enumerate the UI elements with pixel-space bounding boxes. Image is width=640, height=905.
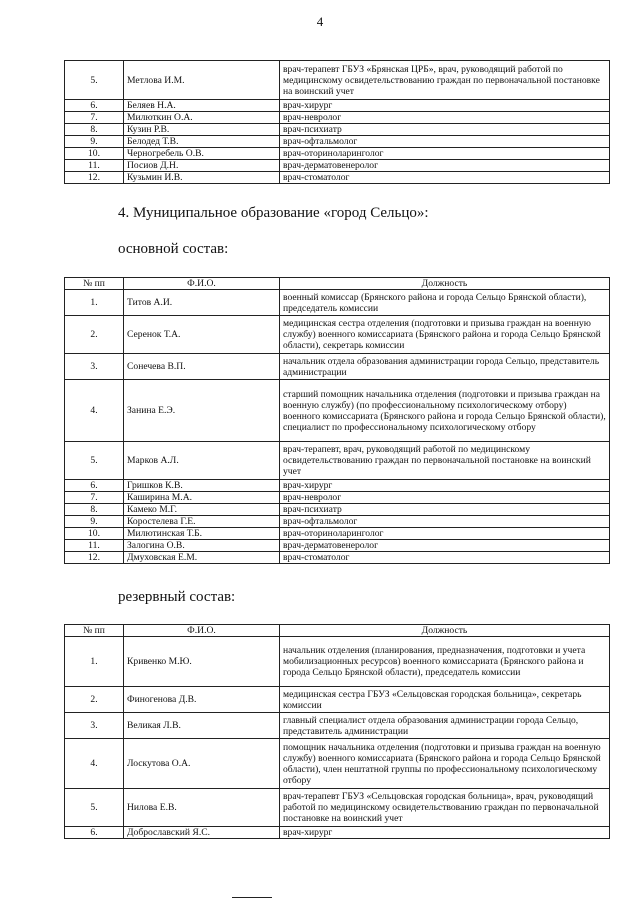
table-row: [65, 552, 610, 564]
row-position: врач-стоматолог: [280, 172, 610, 184]
row-num: 6.: [65, 480, 124, 492]
row-num: 9.: [65, 136, 124, 148]
table-row: [65, 789, 610, 827]
row-name: Метлова И.М.: [124, 61, 280, 100]
row-name: Гришков К.В.: [124, 480, 280, 492]
row-position: главный специалист отдела образования администрации города Сельцо, представитель администрации: [280, 713, 610, 739]
row-position: врач-невролог: [280, 112, 610, 124]
row-name: Залогина О.В.: [124, 540, 280, 552]
row-name: Кривенко М.Ю.: [124, 637, 280, 687]
row-position: врач-оториноларинголог: [280, 528, 610, 540]
row-position: старший помощник начальника отделения (подготовки и призыва граждан на военную службу) (по профессиональному психологическому отбору) военного комиссариата (Брянского района и города Сельцо Брянской области), специалист по профессиональному психологическому отбору: [280, 380, 610, 442]
row-position: начальник отдела образования администрации города Сельцо, представитель администрации: [280, 354, 610, 380]
row-name: Дмуховская Е.М.: [124, 552, 280, 564]
row-name: Великая Л.В.: [124, 713, 280, 739]
table-row: [65, 100, 610, 112]
footer-divider: [232, 897, 272, 898]
table-row: [65, 827, 610, 839]
table-row: [65, 316, 610, 354]
header-name: Ф.И.О.: [124, 625, 280, 637]
row-position: врач-хирург: [280, 100, 610, 112]
table-top: [64, 60, 610, 184]
row-num: 5.: [65, 61, 124, 100]
row-num: 2.: [65, 687, 124, 713]
row-num: 8.: [65, 124, 124, 136]
row-position: врач-терапевт ГБУЗ «Брянская ЦРБ», врач, руководящий работой по медицинскому освидетельствованию граждан по первоначальной постановке на воинский учет: [280, 61, 610, 100]
table-row: [65, 687, 610, 713]
table-reserve-body: [65, 637, 610, 839]
row-name: Кузьмин И.В.: [124, 172, 280, 184]
row-position: медицинская сестра отделения (подготовки и призыва граждан на военную службу) военного комиссариата (Брянского района и города Сельцо Брянской области), секретарь комиссии: [280, 316, 610, 354]
row-num: 6.: [65, 100, 124, 112]
row-num: 12.: [65, 552, 124, 564]
row-position: медицинская сестра ГБУЗ «Сельцовская городская больница», секретарь комиссии: [280, 687, 610, 713]
row-position: врач-офтальмолог: [280, 516, 610, 528]
table-top-body: [65, 61, 610, 184]
row-num: 12.: [65, 172, 124, 184]
row-position: врач-стоматолог: [280, 552, 610, 564]
row-num: 9.: [65, 516, 124, 528]
table-row: [65, 504, 610, 516]
row-num: 1.: [65, 290, 124, 316]
row-num: 4.: [65, 380, 124, 442]
table-header-row: [65, 278, 610, 290]
row-num: 2.: [65, 316, 124, 354]
row-name: Каширина М.А.: [124, 492, 280, 504]
row-position: врач-терапевт ГБУЗ «Сельцовская городская больница», врач, руководящий работой по медицинскому освидетельствованию граждан по первоначальной постановке на воинский учет: [280, 789, 610, 827]
table-row: [65, 528, 610, 540]
row-position: врач-психиатр: [280, 504, 610, 516]
row-num: 10.: [65, 528, 124, 540]
row-num: 11.: [65, 540, 124, 552]
row-name: Кузин Р.В.: [124, 124, 280, 136]
page-number: 4: [316, 14, 324, 29]
table-row: [65, 442, 610, 480]
table-row: [65, 713, 610, 739]
row-name: Сонечева В.П.: [124, 354, 280, 380]
row-num: 10.: [65, 148, 124, 160]
header-position: Должность: [280, 278, 610, 290]
row-name: Милютинская Т.Б.: [124, 528, 280, 540]
table-row: [65, 160, 610, 172]
row-name: Лоскутова О.А.: [124, 739, 280, 789]
row-num: 5.: [65, 789, 124, 827]
row-name: Милюткин О.А.: [124, 112, 280, 124]
row-name: Серенок Т.А.: [124, 316, 280, 354]
table-row: [65, 172, 610, 184]
table-header-row: [65, 625, 610, 637]
row-position: врач-дерматовенеролог: [280, 160, 610, 172]
row-name: Занина Е.Э.: [124, 380, 280, 442]
table-row: [65, 148, 610, 160]
table-row: [65, 516, 610, 528]
section-title: 4. Муниципальное образование «город Сельцо»:: [118, 205, 429, 221]
header-position: Должность: [280, 625, 610, 637]
table-row: [65, 112, 610, 124]
header-num: № пп: [65, 278, 124, 290]
row-name: Белодед Т.В.: [124, 136, 280, 148]
table-row: [65, 136, 610, 148]
table-main-body: [65, 290, 610, 564]
table-row: [65, 637, 610, 687]
table-row: [65, 540, 610, 552]
row-position: начальник отделения (планирования, предназначения, подготовки и учета мобилизационных ресурсов) военного комиссариата (Брянского района и города Сельцо Брянской области), председатель комиссии: [280, 637, 610, 687]
row-name: Камеко М.Г.: [124, 504, 280, 516]
table-row: [65, 739, 610, 789]
table-row: [65, 380, 610, 442]
header-name: Ф.И.О.: [124, 278, 280, 290]
table-row: [65, 354, 610, 380]
row-num: 5.: [65, 442, 124, 480]
row-num: 3.: [65, 354, 124, 380]
table-row: [65, 61, 610, 100]
row-num: 6.: [65, 827, 124, 839]
row-name: Титов А.И.: [124, 290, 280, 316]
main-composition-title: основной состав:: [118, 241, 229, 257]
row-num: 8.: [65, 504, 124, 516]
row-position: врач-дерматовенеролог: [280, 540, 610, 552]
table-row: [65, 492, 610, 504]
row-position: военный комиссар (Брянского района и города Сельцо Брянской области), председатель комиссии: [280, 290, 610, 316]
table-row: [65, 124, 610, 136]
row-position: помощник начальника отделения (подготовки и призыва граждан на военную службу) военного комиссариата (Брянского района и города Сельцо Брянской области), член нештатной группы по профессиональному психологическому отбору: [280, 739, 610, 789]
table-row: [65, 290, 610, 316]
row-name: Беляев Н.А.: [124, 100, 280, 112]
table-reserve: [64, 624, 610, 839]
row-num: 7.: [65, 112, 124, 124]
row-name: Марков А.Л.: [124, 442, 280, 480]
header-num: № пп: [65, 625, 124, 637]
row-position: врач-хирург: [280, 480, 610, 492]
row-position: врач-хирург: [280, 827, 610, 839]
row-position: врач-оториноларинголог: [280, 148, 610, 160]
row-name: Доброславский Я.С.: [124, 827, 280, 839]
row-num: 4.: [65, 739, 124, 789]
row-name: Черногребель О.В.: [124, 148, 280, 160]
row-position: врач-психиатр: [280, 124, 610, 136]
table-main: [64, 277, 610, 564]
row-position: врач-офтальмолог: [280, 136, 610, 148]
table-row: [65, 480, 610, 492]
row-name: Посиов Д.Н.: [124, 160, 280, 172]
row-num: 7.: [65, 492, 124, 504]
row-name: Нилова Е.В.: [124, 789, 280, 827]
row-name: Финогенова Д.В.: [124, 687, 280, 713]
row-position: врач-невролог: [280, 492, 610, 504]
reserve-composition-title: резервный состав:: [118, 589, 236, 605]
row-name: Коростелева Г.Е.: [124, 516, 280, 528]
row-position: врач-терапевт, врач, руководящий работой по медицинскому освидетельствованию граждан по первоначальной постановке на воинский учет: [280, 442, 610, 480]
row-num: 11.: [65, 160, 124, 172]
row-num: 1.: [65, 637, 124, 687]
row-num: 3.: [65, 713, 124, 739]
